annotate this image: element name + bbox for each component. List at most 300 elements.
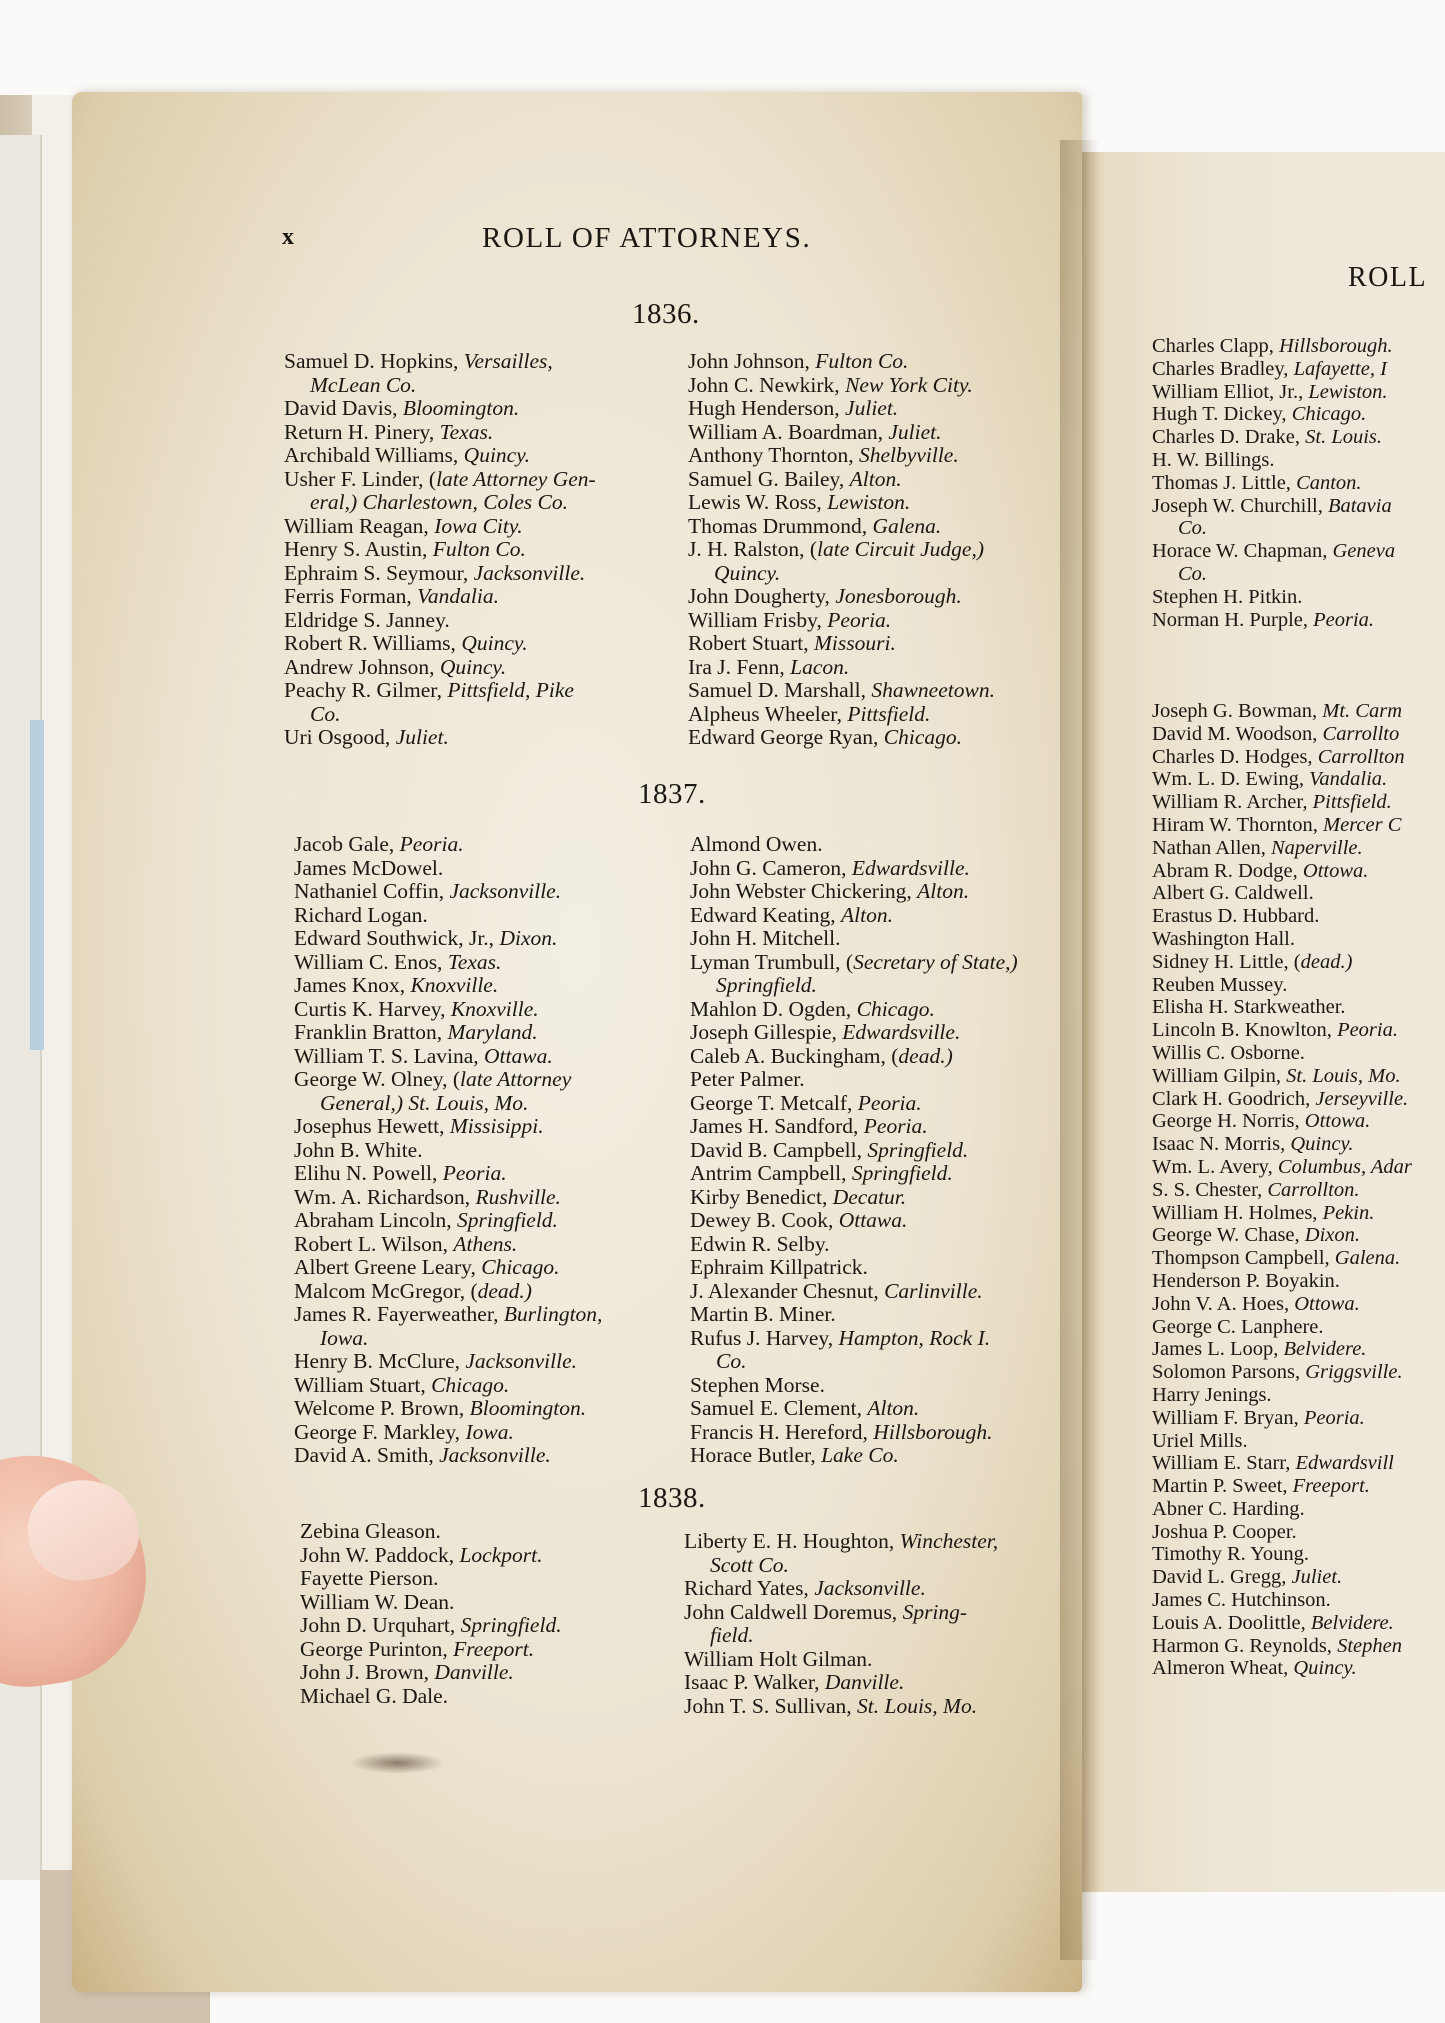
attorney-place: Juliet. [1291, 1566, 1343, 1589]
attorney-place: Co. [310, 701, 341, 726]
attorney-list-1838-right [684, 1530, 998, 1718]
attorney-entry [1152, 860, 1412, 883]
attorney-place: Fulton Co. [432, 537, 526, 561]
attorney-name: Willis C. Osborne. [1152, 1041, 1305, 1064]
attorney-name: Hiram W. Thornton, [1152, 813, 1324, 836]
attorney-place: General,) St. Louis, Mo. [320, 1090, 529, 1115]
attorney-name: Lincoln B. Knowlton, [1152, 1019, 1338, 1042]
attorney-entry [1152, 1088, 1412, 1111]
attorney-name: Eldridge S. Janney. [284, 607, 450, 632]
attorney-entry [294, 1327, 602, 1351]
attorney-place: Stephen [1337, 1634, 1402, 1657]
attorney-place: Peoria. [857, 1090, 922, 1115]
attorney-place: Lewiston. [1308, 380, 1388, 403]
attorney-place: Galena. [872, 513, 942, 538]
attorney-place: Edwardsville. [842, 1020, 961, 1044]
attorney-entry [284, 515, 596, 539]
attorney-name: George Purinton, [300, 1636, 454, 1661]
attorney-name: Ephraim Killpatrick. [690, 1255, 868, 1279]
attorney-entry [1152, 746, 1412, 769]
attorney-name: Hugh Henderson, [688, 396, 846, 420]
attorney-place: Geneva [1332, 540, 1396, 563]
attorney-name: George H. Norris, [1152, 1110, 1305, 1133]
attorney-name: John D. Urquhart, [300, 1613, 461, 1637]
attorney-entry [1152, 540, 1395, 563]
attorney-name: J. H. Ralston, ( [688, 537, 817, 561]
attorney-entry [684, 1554, 998, 1578]
attorney-entry [1152, 928, 1412, 951]
attorney-name: David M. Woodson, [1152, 722, 1323, 745]
attorney-place: Peoria. [399, 832, 464, 856]
attorney-name: John G. Cameron, [690, 855, 852, 880]
attorney-entry [1152, 1657, 1412, 1680]
attorney-entry [1152, 563, 1395, 586]
attorney-place: Missisippi. [449, 1114, 544, 1138]
attorney-entry [300, 1520, 562, 1544]
attorney-entry [300, 1638, 562, 1662]
attorney-name: Alpheus Wheeler, [688, 701, 848, 726]
attorney-entry [284, 703, 596, 727]
attorney-entry [284, 538, 596, 562]
attorney-name: John T. S. Sullivan, [684, 1693, 858, 1718]
attorney-entry [1152, 1133, 1412, 1156]
attorney-entry [1152, 905, 1412, 928]
attorney-place: St. Louis, Mo. [1286, 1064, 1401, 1087]
attorney-place: Pittsfield. [1312, 791, 1392, 814]
attorney-entry [1152, 1202, 1412, 1225]
attorney-name: Samuel E. Clement, [690, 1396, 868, 1420]
attorney-name: Peter Palmer. [690, 1067, 805, 1091]
attorney-name: Abram R. Dodge, [1152, 859, 1303, 882]
attorney-name: James H. Sandford, [690, 1114, 864, 1138]
attorney-entry [690, 833, 1018, 857]
attorney-name: Michael G. Dale. [300, 1683, 449, 1708]
attorney-place: Springfield. [457, 1208, 558, 1232]
attorney-entry [688, 374, 995, 398]
attorney-list-1836-left [284, 350, 596, 750]
attorney-name: Richard Yates, [684, 1576, 815, 1600]
attorney-entry [1152, 358, 1395, 381]
attorney-place: Spring- [902, 1599, 968, 1624]
attorney-name: Ira J. Fenn, [688, 654, 791, 679]
attorney-place: Mt. Carm [1322, 700, 1402, 722]
attorney-place: Ottowa. [1302, 859, 1369, 882]
attorney-name: John W. Paddock, [300, 1542, 460, 1567]
attorney-name: Henry B. McClure, [294, 1349, 466, 1373]
attorney-place: Dixon. [499, 926, 558, 950]
attorney-list-1838-left [300, 1520, 562, 1708]
attorney-name: Jacob Gale, [294, 832, 400, 856]
attorney-name: Horace Butler, [690, 1443, 822, 1467]
attorney-name: Return H. Pinery, [284, 419, 440, 444]
attorney-name: Almeron Wheat, [1152, 1657, 1294, 1680]
attorney-name: Richard Logan. [294, 902, 428, 927]
attorney-name: William W. Dean. [300, 1589, 455, 1614]
attorney-place: Texas. [447, 949, 502, 974]
attorney-entry [690, 1397, 1018, 1421]
attorney-name: Rufus J. Harvey, [690, 1325, 839, 1350]
attorney-entry [284, 609, 596, 633]
attorney-entry [294, 880, 602, 904]
attorney-place: Jacksonville. [439, 1443, 551, 1467]
attorney-name: John J. Brown, [300, 1660, 435, 1684]
attorney-place: Chicago. [431, 1372, 510, 1397]
attorney-place: Athens. [453, 1231, 518, 1256]
attorney-name: John V. A. Hoes, [1152, 1292, 1295, 1315]
attorney-entry [688, 585, 995, 609]
attorney-place: Rushville. [475, 1184, 561, 1209]
attorney-name: Wm. A. Richardson, [294, 1184, 476, 1209]
attorney-place: eral,) Charlestown, Coles Co. [310, 490, 569, 514]
attorney-entry [1152, 996, 1412, 1019]
year-heading-1838: 1838. [638, 1482, 706, 1514]
attorney-name: Edward Southwick, Jr., [294, 926, 500, 950]
year-heading-1837: 1837. [638, 778, 706, 810]
attorney-place: Secretary of State,) [853, 949, 1018, 974]
attorney-entry [1152, 723, 1412, 746]
attorney-name: Horace W. Chapman, [1152, 540, 1333, 563]
attorney-place: Ottawa. [484, 1043, 553, 1068]
attorney-place: Edwardsvill [1295, 1452, 1394, 1475]
attorney-entry [688, 491, 995, 515]
spine-shadow [1060, 140, 1100, 1960]
attorney-entry [690, 1350, 1018, 1374]
attorney-name: Joseph Gillespie, [690, 1020, 843, 1044]
attorney-entry [690, 1209, 1018, 1233]
page-number: x [282, 224, 294, 250]
attorney-entry [294, 833, 602, 857]
attorney-name: Robert R. Williams, [284, 631, 462, 655]
attorney-name: George F. Markley, [294, 1419, 466, 1444]
attorney-entry [284, 468, 596, 492]
attorney-entry [300, 1614, 562, 1638]
attorney-entry [690, 974, 1018, 998]
attorney-name: William Gilpin, [1152, 1064, 1287, 1087]
attorney-place: Versailles, [463, 349, 553, 373]
attorney-place: Iowa City. [434, 513, 523, 538]
attorney-place: Peoria. [863, 1114, 928, 1138]
attorney-place: Quincy. [1293, 1657, 1357, 1680]
attorney-place: Ottowa. [1294, 1292, 1360, 1315]
attorney-name: Albert Greene Leary, [294, 1255, 482, 1279]
attorney-name: S. S. Chester, [1152, 1178, 1268, 1201]
attorney-entry [294, 1068, 602, 1092]
attorney-name: Solomon Parsons, [1152, 1361, 1306, 1384]
attorney-entry [688, 397, 995, 421]
attorney-name: David A. Smith, [294, 1443, 440, 1467]
attorney-entry [690, 1045, 1018, 1069]
attorney-name: Martin P. Sweet, [1152, 1475, 1293, 1498]
attorney-name: Zebina Gleason. [300, 1519, 441, 1543]
attorney-name: David L. Gregg, [1152, 1566, 1292, 1589]
attorney-entry [294, 904, 602, 928]
attorney-name: Charles Bradley, [1152, 357, 1294, 380]
attorney-entry [294, 998, 602, 1022]
right-page-header: ROLL [1348, 262, 1428, 293]
attorney-name: Fayette Pierson. [300, 1566, 439, 1590]
attorney-name: Dewey B. Cook, [690, 1208, 839, 1232]
attorney-name: Isaac N. Morris, [1152, 1133, 1291, 1156]
attorney-entry [684, 1671, 998, 1695]
attorney-entry [294, 1233, 602, 1257]
attorney-name: Peachy R. Gilmer, [284, 678, 448, 702]
attorney-name: John H. Mitchell. [690, 926, 841, 950]
attorney-place: dead.) [477, 1278, 532, 1303]
attorney-entry [294, 951, 602, 975]
attorney-name: Wm. L. D. Ewing, [1152, 768, 1310, 791]
attorney-name: George T. Metcalf, [690, 1090, 858, 1115]
attorney-entry [284, 726, 596, 750]
attorney-place: Mercer C [1323, 813, 1402, 836]
attorney-entry [1152, 1543, 1412, 1566]
attorney-entry [1152, 791, 1412, 814]
attorney-entry [690, 1162, 1018, 1186]
attorney-name: Elisha H. Starkweather. [1152, 996, 1346, 1019]
attorney-entry [684, 1648, 998, 1672]
attorney-name: Uriel Mills. [1152, 1429, 1248, 1452]
attorney-name: John Caldwell Doremus, [684, 1599, 903, 1624]
attorney-name: Anthony Thornton, [688, 443, 860, 467]
attorney-entry [1152, 814, 1412, 837]
attorney-entry [1152, 1156, 1412, 1179]
attorney-name: Usher F. Linder, ( [284, 466, 437, 491]
attorney-entry [284, 350, 596, 374]
attorney-list-1836-right [688, 350, 995, 750]
attorney-name: Thomas Drummond, [688, 513, 873, 538]
attorney-entry [688, 538, 995, 562]
attorney-name: Wm. L. Avery, [1152, 1155, 1278, 1178]
attorney-name: Timothy R. Young. [1152, 1543, 1310, 1566]
attorney-entry [300, 1544, 562, 1568]
attorney-entry [690, 1327, 1018, 1351]
attorney-name: William H. Holmes, [1152, 1201, 1323, 1224]
attorney-name: John B. White. [294, 1137, 423, 1162]
attorney-name: Caleb A. Buckingham, ( [690, 1043, 899, 1068]
attorney-place: Peoria. [827, 607, 892, 632]
attorney-place: Edwardsville. [851, 855, 970, 880]
attorney-entry [1152, 1110, 1412, 1133]
attorney-place: Shawneetown. [871, 678, 995, 702]
attorney-name: John Dougherty, [688, 584, 836, 608]
attorney-place: McLean Co. [310, 372, 417, 397]
attorney-place: Peoria. [1303, 1406, 1365, 1429]
attorney-entry [294, 1209, 602, 1233]
attorney-entry [1152, 1179, 1412, 1202]
attorney-entry [294, 1115, 602, 1139]
attorney-entry [1152, 1361, 1412, 1384]
attorney-entry [1152, 586, 1395, 609]
attorney-place: Quincy. [714, 560, 781, 585]
attorney-name: Louis A. Doolittle, [1152, 1611, 1311, 1634]
year-heading-1836: 1836. [632, 298, 700, 330]
attorney-place: dead.) [1300, 950, 1353, 973]
attorney-entry [284, 397, 596, 421]
attorney-entry [1152, 1635, 1412, 1658]
attorney-entry [690, 1068, 1018, 1092]
attorney-name: Hugh T. Dickey, [1152, 403, 1292, 426]
attorney-place: Jacksonville. [814, 1576, 926, 1600]
attorney-name: Samuel G. Bailey, [688, 466, 850, 491]
attorney-name: Almond Owen. [690, 832, 823, 856]
attorney-name: John Webster Chickering, [690, 879, 918, 903]
attorney-place: late Attorney Gen- [436, 466, 596, 491]
attorney-entry [300, 1567, 562, 1591]
attorney-name: Ephraim S. Seymour, [284, 560, 474, 585]
attorney-name: Henderson P. Boyakin. [1152, 1269, 1340, 1292]
attorney-name: Edward George Ryan, [688, 725, 884, 749]
attorney-place: Juliet. [845, 396, 899, 420]
attorney-entry [690, 1092, 1018, 1116]
attorney-entry [1152, 1407, 1412, 1430]
attorney-place: Quincy. [439, 654, 507, 679]
attorney-place: Hampton, Rock I. [838, 1325, 991, 1350]
attorney-name: Liberty E. H. Houghton, [684, 1529, 900, 1553]
attorney-name: Archibald Williams, [284, 443, 464, 467]
attorney-entry [688, 632, 995, 656]
attorney-entry [284, 656, 596, 680]
attorney-entry [1152, 472, 1395, 495]
attorney-entry [1152, 837, 1412, 860]
attorney-place: Lewiston. [827, 490, 911, 514]
attorney-entry [1152, 517, 1395, 540]
attorney-name: David B. Campbell, [690, 1137, 868, 1162]
attorney-name: William E. Starr, [1152, 1452, 1296, 1475]
attorney-name: William Reagan, [284, 513, 435, 538]
attorney-place: Vandalia. [417, 584, 499, 608]
attorney-place: Quincy. [1290, 1133, 1354, 1156]
attorney-place: Dixon. [1304, 1224, 1361, 1247]
attorney-place: Alton. [867, 1396, 920, 1420]
attorney-entry [690, 1139, 1018, 1163]
attorney-name: William C. Enos, [294, 949, 448, 974]
attorney-place: Scott Co. [710, 1552, 789, 1577]
attorney-entry [284, 632, 596, 656]
attorney-entry [690, 1444, 1018, 1468]
attorney-name: Nathaniel Coffin, [294, 879, 450, 903]
attorney-name: Charles Clapp, [1152, 335, 1279, 357]
page-header [282, 222, 1042, 254]
attorney-entry [1152, 1452, 1412, 1475]
attorney-name: Stephen H. Pitkin. [1152, 585, 1303, 608]
attorney-place: Batavia [1327, 494, 1392, 517]
attorney-entry [294, 1374, 602, 1398]
attorney-place: Carrollton. [1267, 1178, 1360, 1201]
attorney-name: George W. Chase, [1152, 1224, 1305, 1247]
attorney-place: New York City. [845, 372, 973, 397]
attorney-entry [1152, 951, 1412, 974]
attorney-name: Mahlon D. Ogden, [690, 996, 857, 1021]
attorney-entry [300, 1661, 562, 1685]
attorney-entry [294, 1162, 602, 1186]
attorney-entry [1152, 1498, 1412, 1521]
attorney-entry [688, 609, 995, 633]
attorney-entry [690, 1374, 1018, 1398]
attorney-place: Chicago. [856, 996, 935, 1021]
attorney-name: William T. S. Lavina, [294, 1043, 485, 1068]
attorney-name: William Stuart, [294, 1372, 432, 1397]
attorney-entry [690, 927, 1018, 951]
attorney-place: Peoria. [442, 1161, 507, 1185]
attorney-entry [294, 1139, 602, 1163]
attorney-name: Andrew Johnson, [284, 654, 440, 679]
attorney-name: John C. Newkirk, [688, 372, 846, 397]
attorney-place: Belvidere. [1283, 1338, 1367, 1361]
attorney-entry [690, 1021, 1018, 1045]
attorney-name: Sidney H. Little, ( [1152, 950, 1301, 973]
attorney-name: James Knox, [294, 973, 411, 997]
attorney-place: St. Louis, Mo. [857, 1693, 978, 1718]
attorney-name: Samuel D. Hopkins, [284, 349, 464, 373]
attorney-name: J. Alexander Chesnut, [690, 1278, 885, 1303]
attorney-entry [1152, 1270, 1412, 1293]
attorney-name: Norman H. Purple, [1152, 608, 1314, 631]
attorney-place: Danville. [824, 1670, 905, 1694]
attorney-name: John Johnson, [688, 349, 816, 373]
attorney-place: Peoria. [1313, 608, 1375, 631]
attorney-place: St. Louis. [1305, 426, 1383, 449]
attorney-place: Decatur. [832, 1184, 907, 1209]
right-page-list-bottom [1152, 700, 1412, 1680]
attorney-place: Quincy. [463, 443, 530, 467]
attorney-entry [1152, 1430, 1412, 1453]
attorney-place: Ottawa. [838, 1208, 908, 1232]
attorney-entry [688, 444, 995, 468]
attorney-entry [284, 491, 596, 515]
attorney-place: Freeport. [1292, 1475, 1370, 1498]
attorney-place: dead.) [898, 1043, 953, 1068]
blue-tab [30, 720, 44, 1050]
attorney-place: Pittsfield, Pike [447, 678, 574, 702]
attorney-entry [294, 927, 602, 951]
attorney-place: Griggsville. [1305, 1361, 1403, 1384]
attorney-place: Jacksonville. [465, 1349, 578, 1373]
attorney-place: Hillsborough. [1278, 335, 1393, 357]
attorney-place: Juliet. [395, 725, 449, 749]
attorney-place: Naperville. [1271, 836, 1363, 859]
attorney-name: Lyman Trumbull, ( [690, 949, 854, 974]
attorney-place: Canton. [1296, 471, 1362, 494]
attorney-entry [1152, 1247, 1412, 1270]
attorney-entry [1152, 1589, 1412, 1612]
attorney-place: Co. [716, 1349, 747, 1373]
attorney-place: Belvidere. [1310, 1611, 1394, 1634]
attorney-entry [294, 974, 602, 998]
attorney-place: Bloomington. [469, 1396, 587, 1420]
attorney-place: Co. [1178, 562, 1208, 585]
attorney-name: Francis H. Hereford, [690, 1419, 874, 1444]
attorney-place: Chicago. [1291, 403, 1367, 426]
attorney-name: Joseph G. Bowman, [1152, 700, 1323, 722]
attorney-entry [690, 951, 1018, 975]
attorney-name: Uri Osgood, [284, 725, 396, 749]
attorney-place: Vandalia. [1309, 768, 1388, 791]
attorney-place: Co. [1178, 517, 1208, 540]
attorney-name: Samuel D. Marshall, [688, 678, 872, 702]
attorney-entry [284, 444, 596, 468]
attorney-place: Maryland. [447, 1020, 538, 1044]
attorney-place: Texas. [439, 419, 494, 444]
attorney-entry [688, 421, 995, 445]
attorney-entry [294, 1421, 602, 1445]
attorney-place: late Attorney [460, 1067, 572, 1091]
attorney-entry [684, 1695, 998, 1719]
attorney-place: Shelbyville. [859, 443, 959, 467]
attorney-place: Jonesborough. [835, 584, 962, 608]
attorney-entry [294, 1280, 602, 1304]
attorney-place: field. [710, 1623, 754, 1647]
attorney-entry [1152, 1316, 1412, 1339]
attorney-name: William R. Archer, [1152, 791, 1313, 814]
